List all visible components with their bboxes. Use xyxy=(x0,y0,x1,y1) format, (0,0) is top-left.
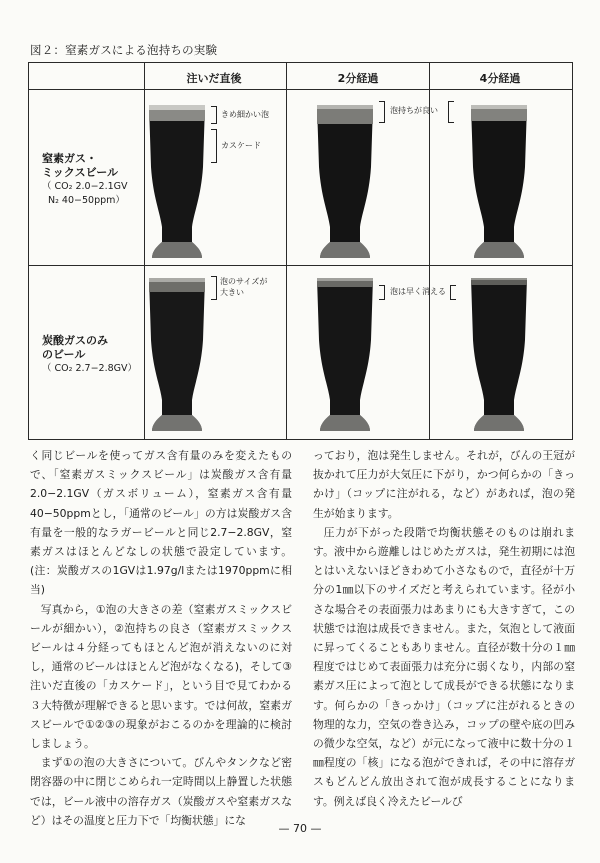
beer-glass-photo xyxy=(314,275,376,433)
annotation-cascade: カスケード xyxy=(221,141,261,150)
paragraph: っており，泡は発生しません。それが，びんの王冠が抜かれて圧力が大気圧に下がり，かつ何らかの「きっかけ」（コップに注がれる，など）があれば，泡の発生が始まります。 xyxy=(313,449,575,520)
bracket-mark xyxy=(211,276,217,300)
page-number: — 70 — xyxy=(278,822,322,835)
paragraph: 圧力が下がった段階で均衡状態そのものは崩れます。液中から遊離しはじめたガスは，発生初期には泡とはいえないほどきわめて小さなもので，直径が十万分の1㎜以下のサイズだと考えられています。径が小さな場合その表面張力はあまりにも大きすぎて，この状態では泡は成長できません。また，気泡として液面に昇ってくることもありません。直径が数十分の１㎜程度ではじめて表面張力は充分に弱くなり，内部の窒素ガス圧によって泡として成長ができる状態になります。何らかの「きっかけ」（コップに注がれるときの物理的な力，空気の巻き込み，コップの壁や底の凹みの微少な空気，など）が元になって液中に数十分の１㎜程度の「核」になる泡ができれば，その中に溶存ガスもどんどん放出されて泡が成長することになります。例えば良く冷えたビールび xyxy=(313,525,575,808)
annotation-good-retention: 泡持ちが良い xyxy=(390,106,438,115)
row-gas-spec: N₂ 40−50ppm） xyxy=(48,195,125,206)
bracket-mark xyxy=(379,285,385,300)
figure-caption: 図２：窒素ガスによる泡持ちの実験 xyxy=(30,43,218,57)
bracket-mark xyxy=(448,101,454,123)
beer-glass-photo xyxy=(146,102,208,260)
figure-table xyxy=(28,62,573,440)
annotation-line: 泡のサイズが xyxy=(220,277,268,286)
bracket-mark xyxy=(211,129,217,163)
annotation-line: 大きい xyxy=(220,288,244,297)
body-right-column xyxy=(313,446,575,811)
annotation-large-bubbles xyxy=(220,276,267,298)
bracket-mark xyxy=(379,101,385,123)
row-label-line: 炭酸ガスのみ xyxy=(42,334,108,347)
annotation-fast-dissipation: 泡は早く消える xyxy=(390,287,446,296)
row-gas-spec: （ CO₂ 2.0−2.1GV xyxy=(42,181,128,192)
row-label-nitrogen-mix xyxy=(42,152,128,208)
beer-glass-photo xyxy=(468,102,530,260)
beer-glass-photo xyxy=(146,275,208,433)
row-label-co2-only xyxy=(42,334,137,376)
beer-glass-photo xyxy=(468,275,530,433)
row-label-line: 窒素ガス・ xyxy=(42,152,97,165)
column-header-4min: 4分経過 xyxy=(479,72,521,85)
column-header-2min: 2分経過 xyxy=(337,72,379,85)
body-left-column xyxy=(30,446,292,830)
row-label-line: ミックスビール xyxy=(42,166,119,179)
bracket-mark xyxy=(211,106,217,124)
paragraph: く同じビールを使ってガス含有量のみを変えたもので、「窒素ガスミックスビール」は炭酸ガス含有量2.0−2.1GV（ガスボリューム），窒素ガス含有量40−50ppmとし，「通常のビール」の方は炭酸ガス含有量を一般的なラガービールと同じ2.7−2.8GV，窒素ガスはほとんどなしの状態で設定しています。(注：炭酸ガスの1GVは1.97g/lまたは1970ppmに相当) xyxy=(30,449,292,597)
column-header-just-poured: 注いだ直後 xyxy=(186,72,242,85)
annotation-fine-foam: きめ細かい泡 xyxy=(221,110,269,119)
row-label-line: のビール xyxy=(42,348,86,361)
paragraph: まず①の泡の大きさについて。びんやタンクなど密閉容器の中に閉じこめられ一定時間以上静置した状態では，ビール液中の溶存ガス（炭酸ガスや窒素ガスなど）はその温度と圧力下で「均衡状態」にな xyxy=(30,756,292,827)
beer-glass-photo xyxy=(314,102,376,260)
row-gas-spec: （ CO₂ 2.7−2.8GV） xyxy=(42,363,137,374)
paragraph: 写真から，①泡の大きさの差（窒素ガスミックスビールが細かい），②泡持ちの良さ（窒素ガスミックスビールは４分経ってもほとんど泡が消えないのに対し，通常のビールはほとんど泡がなくなる)，そして③注いだ直後の「カスケード」，という目で見てわかる３大特徴が理解できると思います。では何故，窒素ガスビールで①②③の現象がおこるのかを理論的に検討しましょう。 xyxy=(30,602,292,751)
bracket-mark xyxy=(450,285,456,300)
